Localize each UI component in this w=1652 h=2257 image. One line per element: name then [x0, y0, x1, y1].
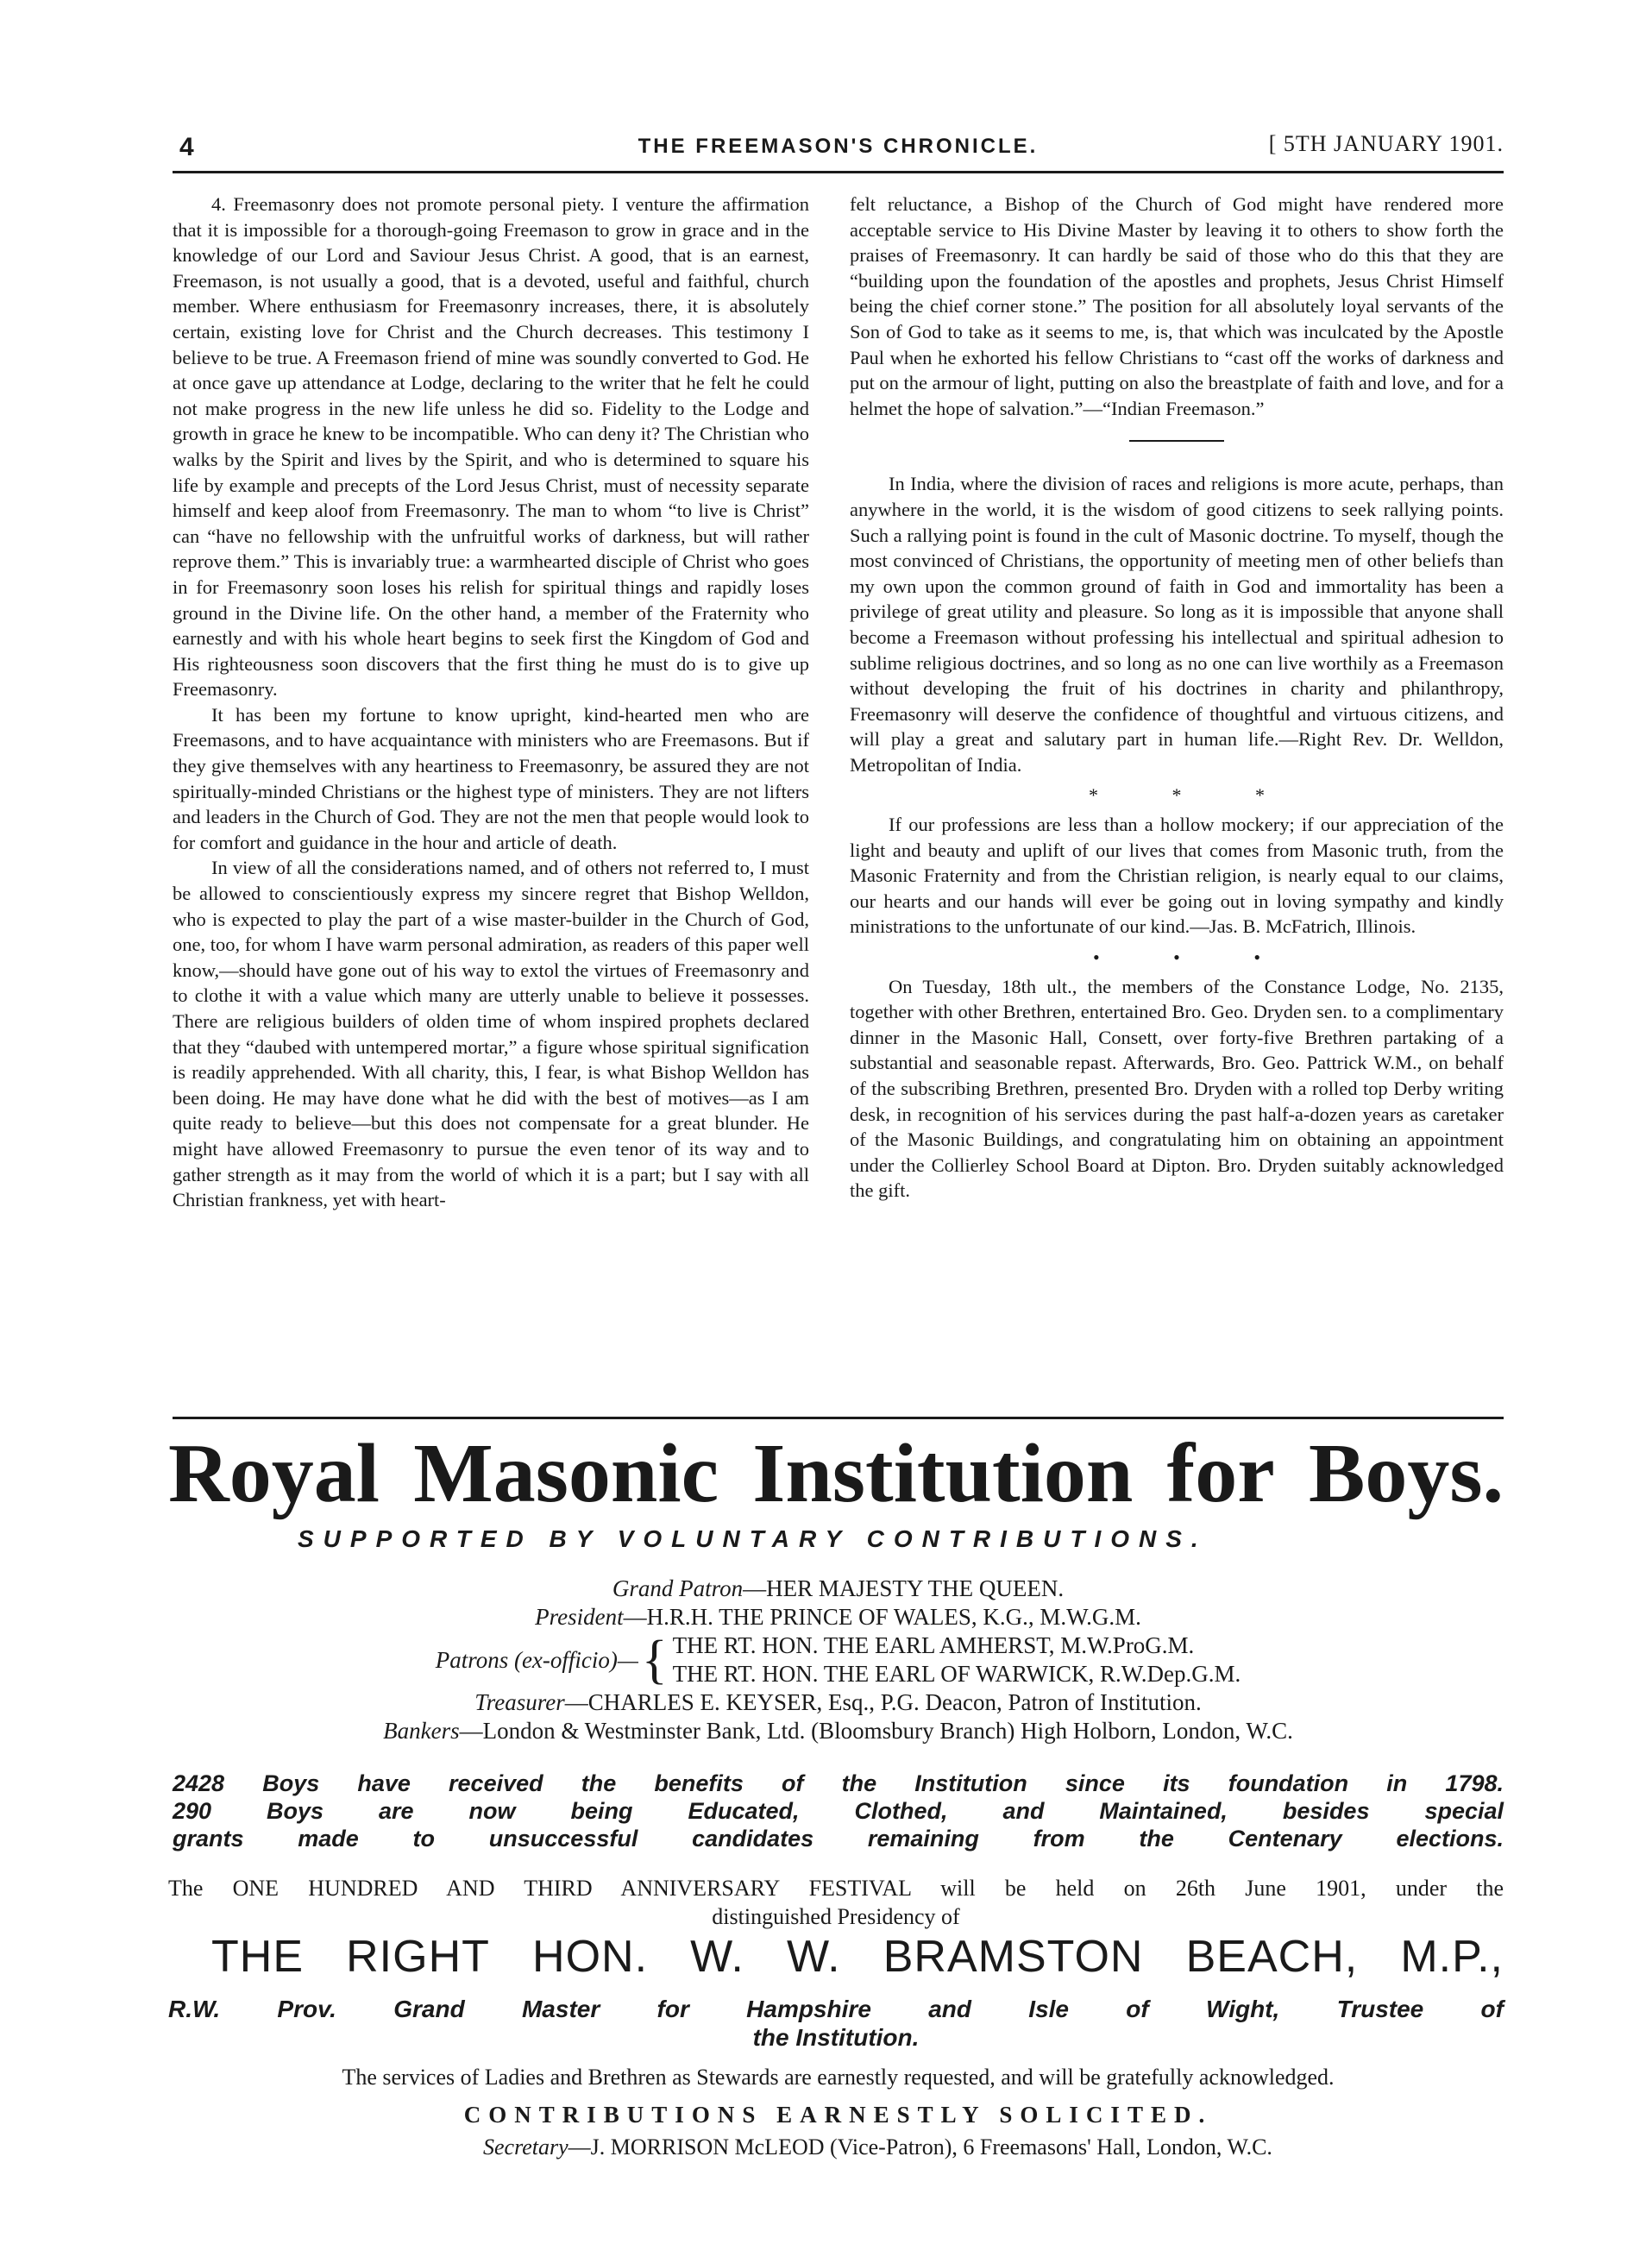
title-word: Institution	[752, 1427, 1134, 1520]
publication-title: THE FREEMASON'S CHRONICLE.	[638, 135, 1039, 158]
brace-icon: {	[641, 1631, 668, 1689]
name-word: BRAMSTON	[883, 1932, 1144, 1982]
patrons-label: Patrons (ex-officio)—	[435, 1646, 638, 1673]
name-word: BEACH,	[1185, 1932, 1359, 1982]
name-word: M.P.,	[1400, 1932, 1504, 1982]
constance-lodge-paragraph: On Tuesday, 18th ult., the members of the Constance Lodge, No. 2135, together with other Brethren, entertained Bro. Geo. Dryden sen. to a complimentary dinner in the Masonic Hall, Consett, over forty-five Brethren partaking of a substantial and seasonable repast. Afterwards, Bro. Geo. Pattrick W.M., on behalf of the subscribing Brethren, presented Bro. Dryden with a rolled top Derby writing desk, in recognition of his services during the past half-a-dozen years as caretaker of the Masonic Buildings, and congratulating him on obtaining an appointment under the Collierley School Board at Dipton. Bro. Dryden suitably acknowledged the gift.	[850, 975, 1504, 1202]
patrons-block	[173, 1631, 1504, 1688]
title-word: for	[1166, 1427, 1275, 1520]
section-rule	[1129, 440, 1224, 442]
bankers-value: —London & Westminster Bank, Ltd. (Bloomsbury Branch) High Holborn, London, W.C.	[459, 1718, 1293, 1744]
festival-president-name	[211, 1931, 1504, 1983]
issue-date: [ 5TH JANUARY 1901.	[1268, 131, 1504, 156]
article-continuation: felt reluctance, a Bishop of the Church of God might have rendered more acceptable service to His Divine Master by leaving it to others to show forth the praises of Freemasonry. It can hardly be said of those who do this that they are “building upon the foundation of the apostles and prophets, Jesus Christ Himself being the chief corner stone.” The position for all absolutely loyal servants of the Son of God to take as it seems to me, is, that which was inculcated by the Apostle Paul when he exhorted his fellow Christians to “cast off the works of darkness and put on the armour of light, putting on also the breastplate of faith and love, and for a helmet the hope of salvation.”—“Indian Freemason.”	[850, 193, 1504, 419]
title-word: Boys.	[1308, 1427, 1504, 1520]
treasurer-label: Treasurer	[474, 1689, 565, 1715]
office-line: R.W. Prov. Grand Master for Hampshire and Isle of Wight, Trustee of	[168, 1996, 1504, 2022]
bankers-line	[173, 1717, 1504, 1745]
section-stars: * * *	[1089, 784, 1299, 807]
section-dots: • • •	[1092, 946, 1296, 969]
patrons-names	[673, 1631, 1241, 1688]
title-word: Masonic	[413, 1427, 719, 1520]
contributions-solicited: CONTRIBUTIONS EARNESTLY SOLICITED.	[463, 2102, 1213, 2128]
advert-divider	[173, 1417, 1504, 1419]
festival-line: distinguished Presidency of	[712, 1904, 960, 1929]
statement-line: grants made to unsuccessful candidates remaining from the Centenary elections.	[173, 1826, 1504, 1851]
article-paragraph: It has been my fortune to know upright, kind-hearted men who are Freemasons, and to have acquaintance with ministers who are Freemasons. But if they give themselves with any heartiness to Freemasonry, be assured they are not spiritually-minded Christians or the highest type of ministers. They are not lifters and leaders in the Church of God. They are not the men that people would look to for comfort and guidance in the hour and article of death.	[173, 703, 809, 853]
title-word: Royal	[168, 1427, 380, 1520]
name-word: THE	[211, 1932, 304, 1982]
right-column	[850, 192, 1504, 1204]
stewards-request: The services of Ladies and Brethren as Stewards are earnestly requested, and will be gratefully acknowledged.	[342, 2065, 1335, 2090]
bankers-label: Bankers	[383, 1718, 460, 1744]
grand-patron-line	[173, 1575, 1504, 1603]
page-number: 4	[179, 133, 194, 161]
name-word: W.	[786, 1932, 841, 1982]
name-word: W.	[690, 1932, 744, 1982]
treasurer-line	[173, 1688, 1504, 1717]
name-word: HON.	[532, 1932, 649, 1982]
president-line	[173, 1603, 1504, 1631]
article-paragraph: 4. Freemasonry does not promote personal piety. I venture the affirmation that it is impossible for a thorough-going Freemason to grow in grace and in the knowledge of our Lord and Saviour Jesus Christ. A good, that is an earnest, Freemason, is not usually a good, that is a devoted, useful and faithful, church member. Where enthusiasm for Freemasonry increases, there, it is absolutely certain, existing love for Christ and the Church decreases. This testimony I believe to be true. A Freemason friend of mine was soundly converted to God. He at once gave up attendance at Lodge, declaring to the writer that he felt he could not make progress in the new life unless he did so. Fidelity to the Lodge and growth in grace he knew to be incompatible. Who can deny it? The Christian who walks by the Spirit and lives by the Spirit, and who is determined to square his life by example and precepts of the Lord Jesus Christ, must of necessity separate himself and keep aloof from Freemasonry. The man to whom “to live is Christ” can “have no fellowship with the unfruitful works of darkness, but will rather reprove them.” This is invariably true: a warmhearted disciple of Christ who goes in for Freemasonry soon loses his relish for spiritual things and rapidly loses ground in the Divine life. On the other hand, a member of the Fraternity who earnestly and with his whole heart begins to seek first the Kingdom of God and His righteousness soon discovers that the first thing he must do is to give up Freemasonry.	[173, 193, 809, 701]
statement-line: 2428 Boys have received the benefits of the Institution since its foundation in 1798.	[173, 1770, 1504, 1796]
secretary-label: Secretary	[483, 2134, 568, 2160]
secretary-value: —J. MORRISON McLEOD (Vice-Patron), 6 Freemasons' Hall, London, W.C.	[568, 2134, 1272, 2160]
india-paragraph: In India, where the division of races and religions is more acute, perhaps, than anywhere in the world, it is the wisdom of good citizens to seek rallying points. Such a rallying point is found in the cult of Masonic doctrine. To myself, though the most convinced of Christians, the opportunity of meeting men of other beliefs than my own upon the common ground of faith in God and immortality has been a privilege of great utility and pleasure. So long as it is impossible that anyone shall become a Freemason without professing his intellectual and spiritual adhesion to sublime religious doctrines, and so long as no one can live worthily as a Freemason without developing the fruit of his doctrines in charity and philanthropy, Freemasonry will deserve the confidence of thoughtful and virtuous citizens, and will play a great and salutary part in human life.—Right Rev. Dr. Welldon, Metropolitan of India.	[850, 473, 1504, 776]
grand-patron-label: Grand Patron	[612, 1575, 744, 1601]
advert-subtitle: SUPPORTED BY VOLUNTARY CONTRIBUTIONS.	[298, 1525, 1208, 1552]
professions-paragraph: If our professions are less than a hollow mockery; if our appreciation of the light and beauty and uplift of our lives that comes from Masonic truth, from the Masonic Fraternity and from the Christian religion, is nearly equal to our claims, our hearts and our hands will ever be going out in loving sympathy and kindly ministrations to the unfortunate of our kind.—Jas. B. McFatrich, Illinois.	[850, 814, 1504, 938]
article-paragraph: In view of all the considerations named, and of others not referred to, I must be allowed to conscientiously express my sincere regret that Bishop Welldon, who is expected to play the part of a wise master-builder in the Church of God, one, too, for whom I have warm personal admiration, as readers of this paper well know,—should have gone out of his way to extol the virtues of Freemasonry and to clothe it with a value which many are utterly unable to believe it possesses. There are religious builders of olden time of whom inspired prophets declared that they “daubed with untempered mortar,” a figure whose spiritual signification is readily apprehended. With all charity, this, I fear, is what Bishop Welldon has been doing. He may have done what he did with the best of motives—as I am quite ready to believe—but this does not compensate for a great blunder. He might have allowed Freemasonry to pursue the even tenor of its way and to gather strength as it may from the world of which it is a part; but I say with all Christian frankness, yet with heart-	[173, 857, 809, 1211]
advert-title	[168, 1425, 1504, 1522]
statement-line: 290 Boys are now being Educated, Clothed, and Maintained, besides special	[173, 1798, 1504, 1824]
grand-patron-value: —HER MAJESTY THE QUEEN.	[743, 1575, 1065, 1601]
secretary-line	[483, 2134, 1272, 2160]
name-word: RIGHT	[346, 1932, 490, 1982]
president-value: —H.R.H. THE PRINCE OF WALES, K.G., M.W.G.M.	[623, 1604, 1141, 1630]
office-line: the Institution.	[752, 2024, 920, 2051]
page-header	[173, 129, 1504, 173]
patron-1: THE RT. HON. THE EARL AMHERST, M.W.ProG.M.	[672, 1632, 1195, 1658]
institution-statement	[173, 1770, 1504, 1852]
patron-2: THE RT. HON. THE EARL OF WARWICK, R.W.Dep.G.M.	[672, 1661, 1241, 1687]
president-office	[168, 1995, 1504, 2052]
festival-line: The ONE HUNDRED AND THIRD ANNIVERSARY FESTIVAL will be held on 26th June 1901, under the	[168, 1876, 1504, 1901]
left-column	[173, 192, 809, 1213]
president-label: President	[535, 1604, 624, 1630]
treasurer-value: —CHARLES E. KEYSER, Esq., P.G. Deacon, Patron of Institution.	[564, 1689, 1202, 1715]
festival-notice	[168, 1874, 1504, 1931]
officers-list	[173, 1575, 1504, 1745]
